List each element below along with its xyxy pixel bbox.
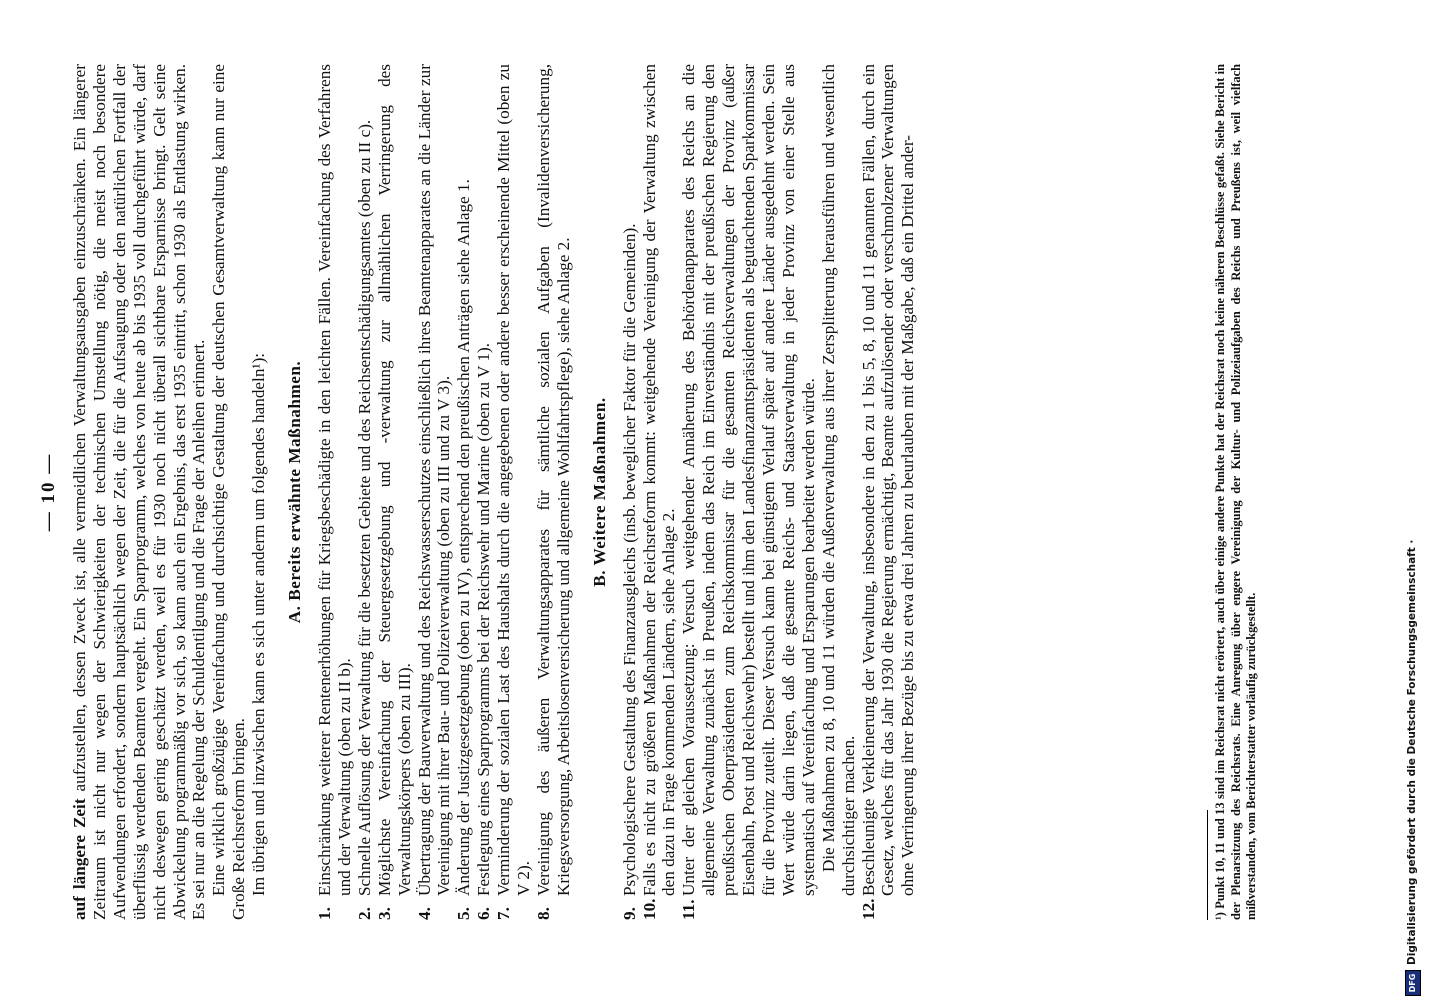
item-text: Verminderung der sozialen Last des Haushalts durch die angegebenen oder andere besser erscheinende Mittel (oben zu V 2). [494, 64, 534, 896]
intro-paragraph-3: Im übrigen und inzwischen kann es sich unter anderm um folgendes handeln¹): [249, 352, 269, 896]
item-text: Falls es nicht zu größeren Maßnahmen der Reichsreform kommt: weitgehende Vereinigung der Verwaltung zwischen den dazu in Frage kommenden Ländern, siehe Anlage 2. [639, 64, 679, 896]
list-item [315, 64, 355, 920]
list-item [415, 64, 455, 920]
list-item [494, 64, 534, 920]
item-number: 12. [858, 898, 878, 920]
list-item [375, 64, 415, 920]
item-text: Übertragung der Bauverwaltung und des Reichswasserschutzes einschließlich ihres Beamtenapparates an die Länder zur Vereinigung mit ihrer Bau- und Polizeiverwaltung (oben zu III und zu V 3). [414, 64, 454, 896]
page-number: — 10 — [38, 452, 59, 532]
footnote-divider [1207, 810, 1208, 920]
footer-text: Digitalisierung gefördert durch die Deutsche Forschungsgemeinschaft · [1406, 539, 1418, 965]
item-text: Psychologischere Gestaltung des Finanzausgleichs (insb. beweglicher Faktor für die Gemeinden). [619, 223, 639, 896]
item-text: Beschleunigte Verkleinerung der Verwaltung, insbesondere in den zu 1 bis 5, 8, 10 und 11 genannten Fällen, durch ein Gesetz, welches für das Jahr 1930 die Regierung ermächtigt, Beamte aufzulösender oder verschmolzener Verwaltungen ohne Verringerung ihrer Bezüge bis zu etwa drei Jahren zu beurlauben mit der Maßgabe, daß ein Drittel ander- [858, 64, 918, 896]
item-text: Festlegung eines Sparprogramms bei der Reichswehr und Marine (oben zu V 1). [474, 342, 494, 896]
list-item [355, 64, 375, 920]
list-item [640, 64, 680, 920]
intro-text: aufzustellen, dessen Zweck ist, alle vermeidlichen Verwaltungsausgaben einzuschränken. Ein längerer Zeitraum ist nicht nur wegen der Schwierigkeiten der technischen Umstellung nötig, die meist noch besondere Aufwendungen erfordert, sondern hauptsächlich wegen der Zeit, die für die Aufsaugung oder den natürlichen Fortfall der überflüssig werdenden Beamten vergeht. Ein Sparprogramm, welches von heute ab bis 1935 voll durchgeführt würde, darf nicht deswegen gering geschätzt werden, weil es für 1930 noch nicht überall sichtbare Ersparnisse bringt. Gelt seine Abwickelung programmäßig vor sich, so kann auch ein Ergebnis, das erst 1935 eintritt, schon 1930 als Entlastung wirken. Es sei nur an die Regelung der Schuldentilgung und die Frage der Anleihen erinnert. [70, 64, 209, 920]
item-number: 5. [454, 907, 474, 920]
list-item [679, 64, 858, 920]
section-a-list [315, 64, 574, 920]
item-text: Vereinigung des äußeren Verwaltungsapparates für sämtliche sozialen Aufgaben (Invalidenversicherung, Kriegsversorgung, Arbeitslosenversicherung und allgemeine Wohlfahrtspflege), siehe Anlage 2. [533, 64, 573, 896]
list-item [859, 64, 919, 920]
section-b-heading: B. Weitere Maßnahmen. [589, 397, 609, 587]
item-number: 10. [639, 898, 659, 920]
item-text: Unter der gleichen Voraussetzung: Versuch weitgehender Annäherung des Behördenapparates des Reichs an die allgemeine Verwaltung zunächst in Preußen, indem das Reich im Einverständnis mit der preußischen Regierung den preußischen Oberpräsidenten zum Reichskommissar für die gesamten Reichsverwaltungen der Provinz (außer Eisenbahn, Post und Reichswehr) bestellt und ihm den Landesfinanzamtspräsidenten als begutachtenden Sparkommissar für die Provinz zuteilt. Dieser Versuch kann bei günstigem Verlauf später auf andere Länder ausgedehnt werden. Sein Wert würde darin liegen, daß die gesamte Reichs- und Staatsverwaltung in jeder Provinz von einer Stelle aus systematisch auf Vereinfachung und Ersparungen bearbeitet werden würde. [679, 64, 818, 896]
item-number: 2. [354, 907, 374, 920]
item-text: Schnelle Auflösung der Verwaltung für die besetzten Gebiete und des Reichsentschädigungsamtes (oben zu II c). [354, 119, 374, 896]
list-item [534, 64, 574, 920]
item-number: 6. [474, 907, 494, 920]
footnote: ¹) Punkt 10, 11 und 13 sind im Reichsrat nicht erörtert, auch über einige andere Punkte hat der Reichsrat noch keine näheren Beschlüsse gefaßt. Siehe Bericht in der Plenarsitzung des Reichsrats. Eine Anregung über engere Vereinigung der Kultur- und Polizeiaufgaben des Reichs und Preußens ist, weil vielfach mißverstanden, vom Berichterstatter vorläufig zurückgestellt. [1213, 64, 1258, 920]
list-item [474, 64, 494, 920]
intro-bold-lead: auf längere Zeit [70, 798, 89, 920]
list-item [620, 64, 640, 920]
item-text: Änderung der Justizgesetzgebung (oben zu IV), entsprechend den preußischen Anträgen siehe Anlage 1. [454, 179, 474, 896]
intro-paragraph [70, 64, 209, 920]
body-text [70, 64, 918, 920]
item-text: Möglichste Vereinfachung der Steuergesetzgebung und -verwaltung zur allmählichen Verringerung des Verwaltungskörpers (oben zu III). [374, 64, 414, 896]
item-number: 7. [494, 907, 514, 920]
item-text: Einschränkung weiterer Rentenerhöhungen für Kriegsbeschädigte in den leichten Fällen. Vereinfachung des Verfahrens und der Verwaltung (oben zu II b). [314, 64, 354, 896]
section-b-list [620, 64, 919, 920]
item-number: 9. [619, 907, 639, 920]
item-number: 4. [414, 907, 434, 920]
dfg-logo: DFG [1405, 970, 1421, 996]
section-a-heading: A. Bereits erwähnte Maßnahmen. [285, 360, 305, 624]
digitization-footer [1401, 0, 1425, 1000]
intro-paragraph-2: Eine wirklich großzügige Vereinfachung und durchsichtige Gestaltung der deutschen Gesamtverwaltung kann nur eine Große Reichsreform bringen. [209, 64, 249, 920]
item-number: 8. [533, 907, 553, 920]
item-extra-paragraph: Die Maßnahmen zu 8, 10 und 11 würden die Außenverwaltung aus ihrer Zersplitterung herausführen und wesentlich durchsichtiger machen. [818, 64, 858, 896]
item-number: 3. [374, 907, 394, 920]
list-item [454, 64, 474, 920]
item-number: 1. [314, 907, 334, 920]
item-number: 11. [679, 899, 699, 920]
